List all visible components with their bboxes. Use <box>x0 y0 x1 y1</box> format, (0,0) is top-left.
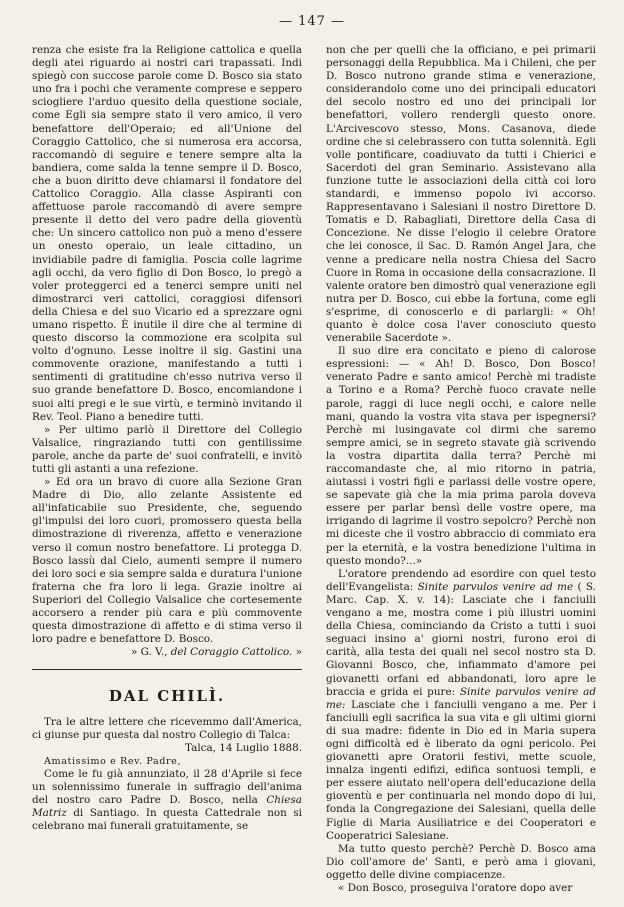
paragraph: non che per quelli che la officiano, e pei primarii personaggi della Repubblica. Ma i Chileni, che per D. Bosco nutrono grande stima e venerazione, considerandolo come uno dei principali educatori del secolo nostro ed uno dei principali lor benefattori, vollero rendergli questo onore. L'Arcivescovo stesso, Mons. Casanova, diede ordine che si celebrassero con tutta solennità. Egli volle pontificare, coadiuvato da tutti i Chierici e Sacerdoti del gran Seminario. Assistevano alla funzione tutte le associazioni della città coi loro standardi, e immenso popolo ivi accorso. Rappresentavano i Salesiani il nostro Direttore D. Tomatis e D. Rabagliati, Direttore della Casa di Concezione. Ne disse l'elogio il celebre Oratore che lei conosce, il Sac. D. Ramón Angel Jara, che venne a predicare nella nostra Chiesa del Sacro Cuore in Roma in occasione della consacrazione. Il valente oratore ben dimostrò qual venerazione egli nutra per D. Bosco, cui ebbe la fortuna, come egli s'esprime, di conoscerlo e di parlargli: « Oh! quanto è dolce cosa l'aver conosciuto questo venerabile Sacerdote ». <box>326 44 596 345</box>
paragraph: « Don Bosco, proseguiva l'oratore dopo aver <box>338 882 573 894</box>
signature-source: del Coraggio Cattolico. <box>170 646 293 659</box>
letter-salutation: Amatissimo e Rev. Padre, <box>44 755 182 767</box>
paragraph: » Ed ora un bravo di cuore alla Sezione Gran Madre di Dio, allo zelante Assistente ed all'infaticabile suo Presidente, che, seguendo gl'impulsi dei loro cuori, promossero questa bella dimostrazione di riverenza, affetto e venerazione verso il comun nostro benefattore. Li protegga D. Bosco lassù dal Cielo, aumenti sempre il numero dei loro soci e sia sempre salda e duratura l'unione fraterna che fra loro li lega. Grazie inoltre ai Superiori del Collegio Valsalice che cortesemente accorsero a render più cara e più commovente questa dimostrazione di affetto e di stima verso il loro padre e benefattore D. Bosco. <box>32 476 302 646</box>
italic-run: Chiesa Matriz <box>32 794 302 820</box>
left-column <box>32 44 302 833</box>
page-number: — 147 — <box>278 14 346 29</box>
paragraph: Ma tutto questo perchè? Perchè D. Bosco ama Dio coll'amore de' Santi, e però ama i giovani, oggetto delle divine compiacenze. <box>326 842 596 881</box>
italic-run: Sinite parvulos venire ad me <box>417 580 574 593</box>
paragraph: Il suo dire era concitato e pieno di calorose espressioni: — « Ah! D. Bosco, Don Bosco! venerato Padre e santo amico! Perchè mi tradiste a Torino e a Roma? Perchè fuoco cravate nelle parole, raggi di luce negli occhi, e calore nelle mani, quando la vostra vita stava per ispegnersi? Perchè mi lusingavate col dirmi che saremo sempre amici, se in segreto stavate già scrivendo la vostra dipartita dalla terra? Perchè mi raccomandaste che, al mio ritorno in patria, aiutassi i vostri figli e parlassi delle vostre opere, se sapevate già che la mia prima parola doveva essere per parlar bensì delle vostre opere, ma irrigando di lagrime il vostro sepolcro? Perchè non mi diceste che il vostro abbraccio di commiato era per la eternità, e la vostra benedizione l'ultima in questo mondo?...» <box>326 345 596 567</box>
text-run: Lasciate che i fanciulli vengano a me. Per i fanciulli egli sacrifica la sua vita e gli ultimi giorni di sua madre: fidente in Dio ed in Maria supera ogni difficoltà ed è liberato da ogni pericolo. Pei giovanetti apre Oratorii festivi, mette scuole, innalza ingenti edifizi, edifica sontuosi templi, e per essere aiutato nell'opera dell'educazione della gioventù e per continuarla nel mondo dopo di lui, fonda la Congregazione dei Salesiani, quella delle Figlie di Maria Ausiliatrice e dei Cooperatori e Cooperatrici Salesiane. <box>326 698 596 842</box>
paragraph <box>32 768 302 833</box>
text-run: L'oratore prendendo ad esordire con quel testo dell'Evangelista: <box>326 567 596 593</box>
paragraph: renza che esiste fra la Religione cattolica e quella degli atei riguardo ai nostri cari trapassati. Indi spiegò con succose parole come D. Bosco sia stato uno fra i pochi che veramente comprese e seppero sciogliere l'arduo quesito della questione sociale, come Egli sia sempre stato il vero amico, il vero benefattore dell'Operaio; ed all'Unione del Coraggio Cattolico, che si numerosa era accorsa, raccomandò di seguire e tenere sempre alta la bandiera, come salda la tenne sempre il D. Bosco, che a buon diritto deve chiamarsi il fondatore del Cattolico Coraggio. Alla classe Aspiranti con affettuose parole raccomandò di avere sempre presente il detto del vero padre della gioventù che: Un sincero cattolico non può a meno d'essere un onesto operaio, un leale cittadino, un invidiabile padre di famiglia. Poscia colle lagrime agli occhi, da vero figlio di Don Bosco, lo pregò a voler proteggerci ed a tenerci sempre uniti nel dimostrarci veri cattolici, coraggiosi difensori della Chiesa e del suo Vicario ed a sprezzare ogni umano rispetto. È inutile il dire che al termine di questo discorso la commozione era scolpita sul volto d'ognuno. Lesse inoltre il sig. Gastini una commovente orazione, manifestando a tutti i sentimenti di gratitudine ch'esso nutriva verso il suo grande benefattore D. Bosco, encomiandone i suoi alti pregi e le sue virtù, e terminò invitando il Rev. Teol. Piano a benedire tutti. <box>32 44 302 423</box>
text-run: Come le fu già annunziato, il 28 d'Aprile si fece un solennissimo funerale in suffragio dell'anima del nostro caro Padre D. Bosco, nella <box>32 767 302 807</box>
paragraph: » Per ultimo parlò il Direttore del Collegio Valsalice, ringraziando tutti con gentilissime parole, anche da parte de' suoi confratelli, e invitò tutti gli astanti a una refezione. <box>32 423 302 475</box>
signature-close: » <box>295 646 302 659</box>
signature-author: » G. V., <box>130 646 168 659</box>
intro-paragraph: Tra le altre lettere che ricevemmo dall'America, ci giunse pur questa dal nostro Collegio di Talca: <box>32 715 302 741</box>
section-title: DAL CHILÌ. <box>108 687 226 706</box>
right-column <box>326 44 596 895</box>
text-run: di Santiago. In questa Cattedrale non si celebrano mai funerali gratuitamente, se <box>32 807 302 833</box>
letter-dateline: Talca, 14 Luglio 1888. <box>185 741 302 754</box>
section-divider <box>32 669 302 670</box>
article-signature <box>32 646 302 659</box>
italic-run: Sinite parvulos venire ad me: <box>326 685 596 711</box>
text-run: ( S. Marc. Cap. X. v. 14): Lasciate che i fanciulli vengano a me, mostra come i più illustri uomini della Chiesa, cominciando da Cristo a tutti i suoi seguaci insino a' giorni nostri, furono eroi di carità, alla testa dei quali nel secol nostro sta D. Giovanni Bosco, che, infiammato d'amore pei giovanetti orfani ed abbandonati, loro apre le braccia e grida ei pure: <box>326 580 596 698</box>
paragraph <box>326 568 596 843</box>
